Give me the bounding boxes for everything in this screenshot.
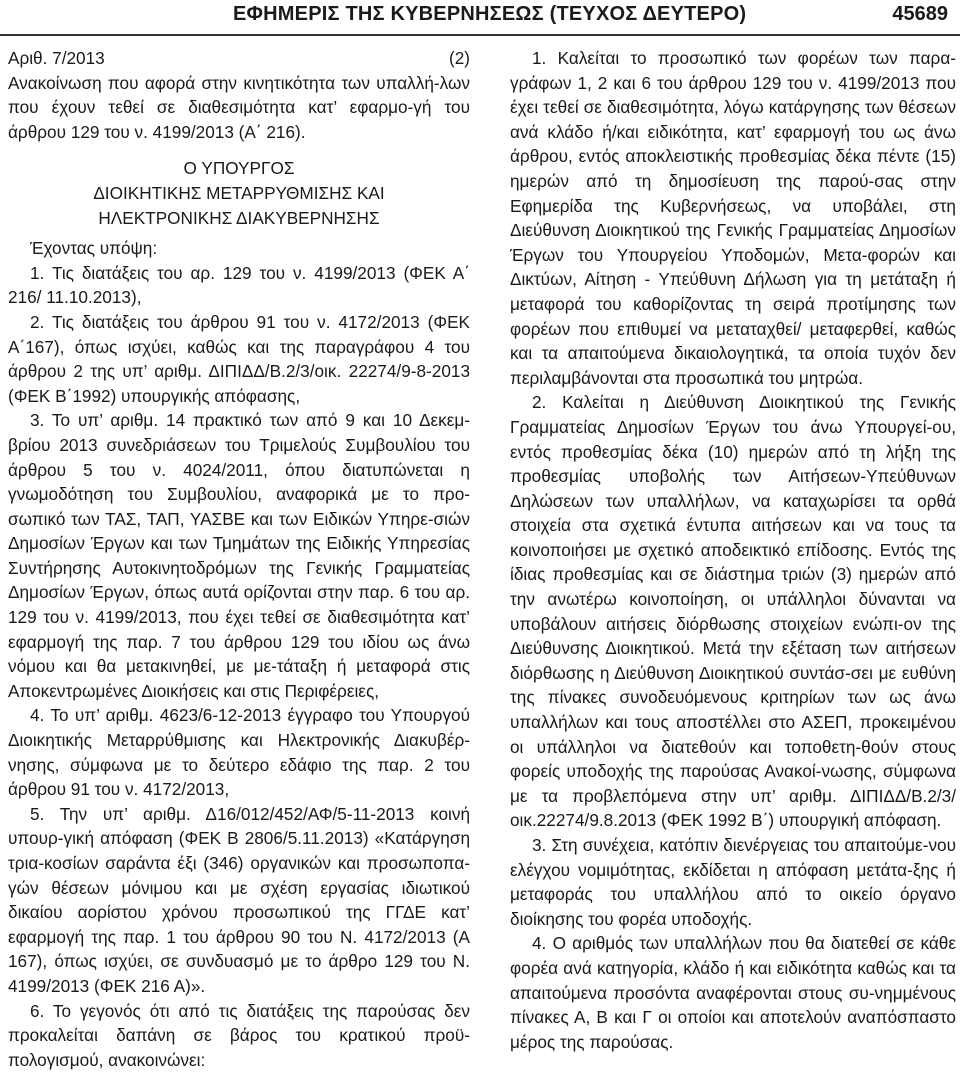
announcement-index: (2) xyxy=(448,48,470,68)
announcement-intro: Ανακοίνωση που αφορά στην κινητικότητα των υπαλλή-λων που έχουν τεθεί σε διαθεσιμότητα κατ’ εφαρμο-γή του άρθρου 129 του ν. 4199/2013 (Α΄ 216). xyxy=(8,72,470,142)
authority-line-1: Ο ΥΠΟΥΡΓΟΣ xyxy=(183,158,295,179)
authority-line-2: ΔΙΟΙΚΗΤΙΚΗΣ ΜΕΤΑΡΡΥΘΜΙΣΗΣ ΚΑΙ xyxy=(93,182,385,203)
consideration-item-3: 3. Το υπ’ αριθμ. 14 πρακτικό των από 9 και 10 Δεκεμ-βρίου 2013 συνεδριάσεων του Τριμελούς Συμβουλίου του άρθρου 5 του ν. 4024/2011, όπου διατυπώνεται η γνωμοδότηση του Συμβουλίου, αναφορικά με το προ-σωπικό των ΤΑΣ, ΤΑΠ, ΥΑΣΒΕ και των Ειδικών Υπηρε-σιών Δημοσίων Έργων και των Τμημάτων της Ειδικής Υπηρεσίας Συντήρησης Αυτοκινητοδρόμων της Γενικής Γραμματείας Δημοσίων Έργων, όπως αυτά ορίζονται στην παρ. 6 του αρ. 129 του ν. 4199/2013, που έχει τεθεί σε διαθεσιμότητα κατ’ εφαρμογή της παρ. 7 του άρθρου 129 του ιδίου ως άνω νόμου και θα μετακινηθεί, με με-τάταξη ή μεταφορά στις Αποκεντρωμένες Διοικήσεις και στις Περιφέρειες, xyxy=(8,410,470,701)
page-header xyxy=(0,0,960,36)
consideration-item-2: 2. Τις διατάξεις του άρθρου 91 του ν. 4172/2013 (ΦΕΚ Α΄167), όπως ισχύει, καθώς και της παραγράφου 4 του άρθρου 2 της υπ’ αριθμ. ΔΙΠΙΔΔ/Β.2/3/οικ. 22274/9-8-2013 (ΦΕΚ Β΄1992) υπουργικής απόφασης, xyxy=(8,311,470,406)
considering-heading: Έχοντας υπόψη: xyxy=(30,238,158,259)
decision-paragraph-2: 2. Καλείται η Διεύθυνση Διοικητικού της Γενικής Γραμματείας Δημοσίων Έργων του άνω Υπουργεί-ου, εντός προθεσμίας δέκα (10) ημερών από τη λήξη της προθεσμίας υποβολής των Αιτήσεων-Υπεύθυνων Δηλώσεων των υπαλλήλων, να καταχωρίσει τα ορθά στοιχεία στα σχετικά έντυπα αιτήσεων και να τους τα κοινοποιήσει με σχετικό αποδεικτικό επίδοσης. Εντός της ίδιας προθεσμίας και σε διάστημα τριών (3) ημερών από την ανωτέρω κοινοποίηση, οι υπάλληλοι δύνανται να υποβάλουν αιτήσεις διόρθωσης στοιχείων ενώπι-ον της Διεύθυνσης Διοικητικού. Μετά την εξέταση των αιτήσεων διόρθωσης η Διεύθυνση Διοικητικού συντάσ-σει με ευθύνη της πίνακες συνοδευόμενους κριτηρίων των ως άνω υπαλλήλων και τους αποστέλλει στο ΑΣΕΠ, προκειμένου οι υπάλληλοι να διατεθούν και τοποθετη-θούν στους φορείς υποδοχής της παρούσας Ανακοί-νωσης, σύμφωνα με τα προβλεπόμενα στην υπ’ αριθμ. ΔΙΠΙΔΔ/Β.2/3/οικ.22274/9.8.2013 (ΦΕΚ 1992 Β΄) υπουργική απόφαση. xyxy=(510,392,956,831)
consideration-item-1: 1. Τις διατάξεις του αρ. 129 του ν. 4199/2013 (ΦΕΚ Α΄ 216/ 11.10.2013), xyxy=(8,262,470,308)
decision-paragraph-3: 3. Στη συνέχεια, κατόπιν διενέργειας του απαιτούμε-νου ελέγχου νομιμότητας, εκδίδεται η απόφαση μετάτα-ξης ή μεταφοράς του υπαλλήλου από το οικείο όργανο διοίκησης του φορέα υποδοχής. xyxy=(510,835,956,929)
header-divider xyxy=(0,34,960,36)
decision-paragraph-4: 4. Ο αριθμός των υπαλλήλων που θα διατεθεί σε κάθε φορέα ανά κατηγορία, κλάδο ή και ειδικότητα καθώς και τα απαιτούμενα προσόντα αναφέρονται στους συ-νημμένους πίνακες Α, Β και Γ οι οποίοι και αποτελούν αναπόσπαστο μέρος της παρούσας. xyxy=(510,933,956,1052)
consideration-item-4: 4. Το υπ’ αριθμ. 4623/6-12-2013 έγγραφο του Υπουργού Διοικητικής Μεταρρύθμισης και Ηλεκτρονικής Διακυβέρ-νησης, σύμφωνα με το δεύτερο εδάφιο της παρ. 2 του άρθρου 91 του ν. 4172/2013, xyxy=(8,705,470,800)
consideration-item-5: 5. Την υπ’ αριθμ. Δ16/012/452/ΑΦ/5-11-2013 κοινή υπουρ-γική απόφαση (ΦΕΚ Β 2806/5.11.2013) «Κατάργηση τρια-κοσίων σαράντα έξι (346) οργανικών και προσωποπα-γών θέσεων μόνιμου και με σχέση εργασίας ιδιωτικού δικαίου αορίστου χρόνου προσωπικού της ΓΓΔΕ κατ’ εφαρμογή της παρ. 1 του άρθρου 90 του Ν. 4172/2013 (Α 167), όπως ισχύει, σε συνδυασμό με το άρθρο 129 του Ν. 4199/2013 (ΦΕΚ 216 Α)». xyxy=(8,803,470,996)
announcement-number: Αριθ. 7/2013 xyxy=(8,48,105,68)
announcement-ref xyxy=(8,46,470,71)
right-column xyxy=(510,46,956,1054)
consideration-item-6: 6. Το γεγονός ότι από τις διατάξεις της παρούσας δεν προκαλείται δαπάνη σε βάρος του κρατικού προϋ-πολογισμού, ανακοινώνει: xyxy=(8,1000,470,1070)
authority-line-3: ΗΛΕΚΤΡΟΝΙΚΗΣ ΔΙΑΚΥΒΕΡΝΗΣΗΣ xyxy=(98,207,380,228)
page-number: 45689 xyxy=(892,3,948,25)
decision-paragraph-1: 1. Καλείται το προσωπικό των φορέων των παρα-γράφων 1, 2 και 6 του άρθρου 129 του ν. 4199/2013 που έχει τεθεί σε διαθεσιμότητα, λόγω κατάργησης των θέσεων ανά κλάδο ή/και ειδικότητα, κατ’ εφαρμογή του ως άνω άρθρου, εντός αποκλειστικής προθεσμίας δέκα πέντε (15) ημερών από τη δημοσίευση της παρού-σας στην Εφημερίδα της Κυβερνήσεως, να υποβάλει, στη Διεύθυνση Διοικητικού της Γενικής Γραμματείας Δημοσίων Έργων του Υπουργείου Υποδομών, Μετα-φορών και Δικτύων, Αίτηση - Υπεύθυνη Δήλωση για τη μετάταξη ή μεταφορά του καθορίζοντας τη σειρά προτίμησης των φορέων που επιθυμεί να μεταταχθεί/ μεταφερθεί, καθώς και τα απαιτούμενα δικαιολογητικά, τα οποία τυχόν δεν περιλαμβάνονται στα προσωπικά του μητρώα. xyxy=(510,48,956,388)
gazette-title: ΕΦΗΜΕΡΙΣ ΤΗΣ ΚΥΒΕΡΝΗΣΕΩΣ (ΤΕΥΧΟΣ ΔΕΥΤΕΡΟ) xyxy=(233,3,747,25)
left-column xyxy=(8,46,470,1072)
